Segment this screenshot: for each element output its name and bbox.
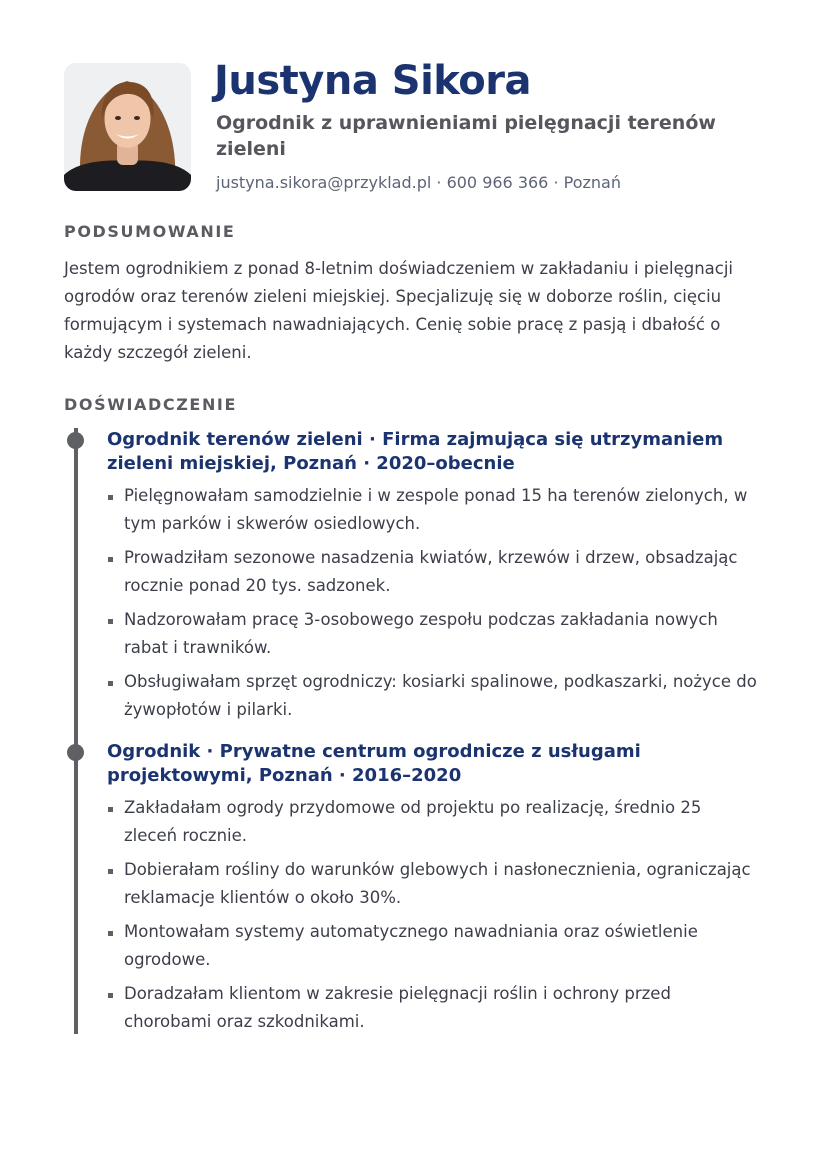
- timeline-dot: [67, 744, 84, 761]
- job-entry: [107, 428, 757, 730]
- portrait-image: [64, 63, 191, 191]
- bullet-item: [107, 918, 757, 974]
- profile-photo: [64, 63, 191, 191]
- bullet-marker: [108, 557, 113, 562]
- person-name: Justyna Sikora: [214, 58, 532, 104]
- bullet-text: Montowałam systemy automatycznego nawadniania oraz oświetlenie ogrodowe.: [124, 922, 698, 969]
- job-bullets: [107, 482, 757, 724]
- bullet-text: Nadzorowałam pracę 3-osobowego zespołu podczas zakładania nowych rabat i trawników.: [124, 610, 718, 657]
- bullet-marker: [108, 619, 113, 624]
- bullet-text: Pielęgnowałam samodzielnie i w zespole ponad 15 ha terenów zielonych, w tym parków i skwerów osiedlowych.: [124, 486, 748, 533]
- bullet-marker: [108, 993, 113, 998]
- bullet-item: [107, 482, 757, 538]
- bullet-text: Zakładałam ogrody przydomowe od projektu po realizację, średnio 25 zleceń rocznie.: [124, 798, 702, 845]
- summary-text: Jestem ogrodnikiem z ponad 8-letnim doświadczeniem w zakładaniu i pielęgnacji ogrodów oraz terenów zieleni miejskiej. Specjalizuję się w doborze roślin, cięciu formującym i systemach nawadniających. Cenię sobie pracę z pasją i dbałość o każdy szczegół zieleni.: [64, 259, 734, 362]
- contact-line: justyna.sikora@przyklad.pl · 600 966 366 · Poznań: [216, 173, 621, 192]
- bullet-item: [107, 794, 757, 850]
- bullet-text: Prowadziłam sezonowe nasadzenia kwiatów, krzewów i drzew, obsadzając rocznie ponad 20 tys. sadzonek.: [124, 548, 738, 595]
- bullet-marker: [108, 681, 113, 686]
- bullet-item: [107, 668, 757, 724]
- bullet-marker: [108, 869, 113, 874]
- bullet-marker: [108, 807, 113, 812]
- timeline-line: [74, 428, 78, 1034]
- bullet-item: [107, 980, 757, 1036]
- bullet-text: Dobierałam rośliny do warunków glebowych i nasłonecznienia, ograniczając reklamacje klientów o około 30%.: [124, 860, 751, 907]
- bullet-text: Doradzałam klientom w zakresie pielęgnacji roślin i ochrony przed chorobami oraz szkodnikami.: [124, 984, 671, 1031]
- job-header: Ogrodnik · Prywatne centrum ogrodnicze z usługami projektowymi, Poznań · 2016–2020: [107, 741, 641, 786]
- job-header: Ogrodnik terenów zieleni · Firma zajmująca się utrzymaniem zieleni miejskiej, Poznań · 2020–obecnie: [107, 429, 724, 474]
- summary-heading: PODSUMOWANIE: [64, 222, 236, 241]
- experience-heading: DOŚWIADCZENIE: [64, 395, 238, 414]
- job-bullets: [107, 794, 757, 1036]
- bullet-marker: [108, 931, 113, 936]
- timeline-dot: [67, 432, 84, 449]
- bullet-item: [107, 606, 757, 662]
- job-entry: [107, 740, 757, 1042]
- bullet-item: [107, 856, 757, 912]
- bullet-item: [107, 544, 757, 600]
- bullet-marker: [108, 495, 113, 500]
- professional-title: Ogrodnik z uprawnieniami pielęgnacji terenów zieleni: [216, 112, 716, 160]
- bullet-text: Obsługiwałam sprzęt ogrodniczy: kosiarki spalinowe, podkaszarki, nożyce do żywopłotów i pilarki.: [124, 672, 757, 719]
